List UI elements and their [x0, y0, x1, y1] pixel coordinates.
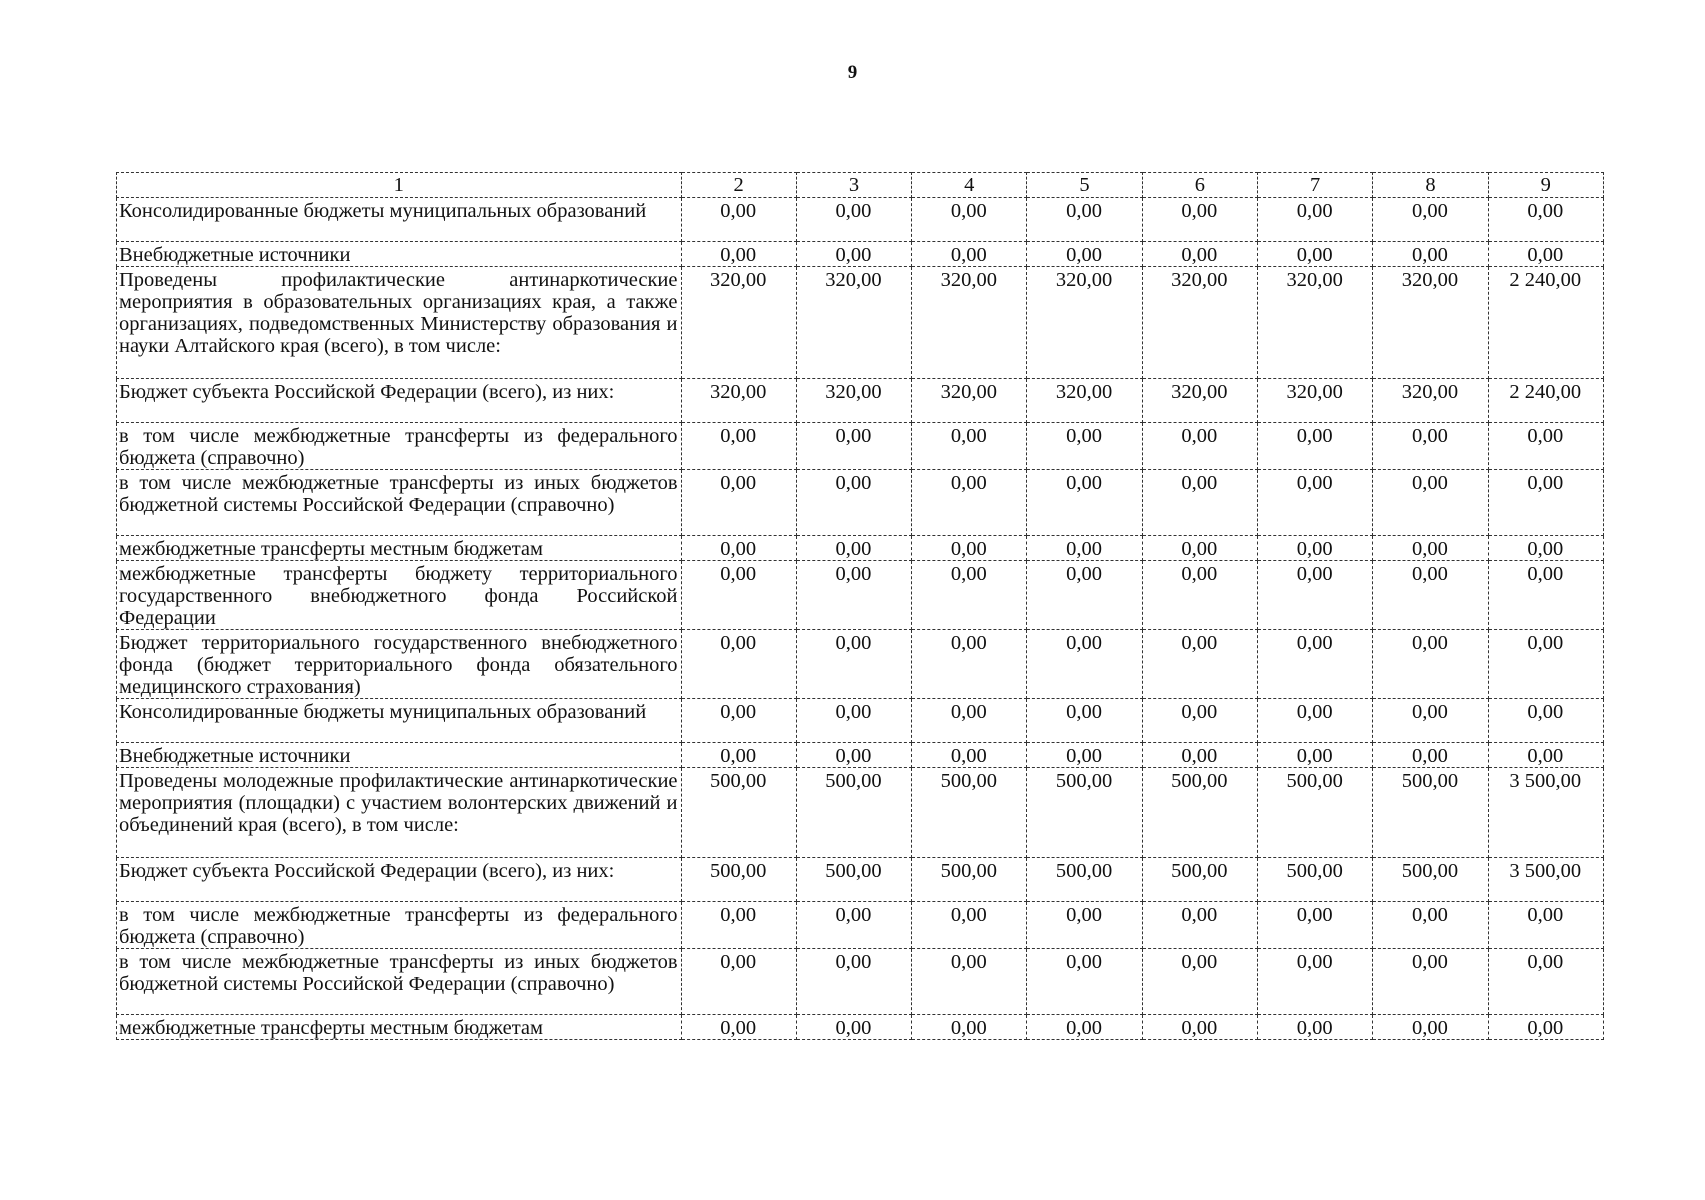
value-cell: 0,00 [1142, 242, 1257, 267]
table-row [117, 949, 1604, 1015]
value-cell: 0,00 [1373, 423, 1488, 470]
value-cell: 0,00 [1488, 198, 1603, 242]
value-cell: 0,00 [1027, 902, 1142, 949]
value-cell: 0,00 [912, 1015, 1027, 1040]
column-header: 4 [912, 173, 1027, 198]
value-cell: 320,00 [1142, 379, 1257, 423]
value-cell: 320,00 [1373, 379, 1488, 423]
value-cell: 0,00 [681, 630, 796, 699]
value-cell: 0,00 [681, 902, 796, 949]
row-label: межбюджетные трансферты местным бюджетам [117, 1015, 682, 1040]
row-label: в том числе межбюджетные трансферты из федерального бюджета (справочно) [117, 423, 682, 470]
value-cell: 500,00 [1027, 858, 1142, 902]
value-cell: 0,00 [1488, 630, 1603, 699]
value-cell: 0,00 [1488, 902, 1603, 949]
value-cell: 320,00 [1258, 379, 1373, 423]
value-cell: 0,00 [681, 699, 796, 743]
value-cell: 500,00 [1142, 858, 1257, 902]
row-label: Проведены профилактические антинаркотические мероприятия в образовательных организациях края, а также организациях, подведомственных Министерству образования и науки Алтайского края (всего), в том числе: [117, 267, 682, 379]
table-row [117, 379, 1604, 423]
value-cell: 0,00 [1258, 743, 1373, 768]
value-cell: 0,00 [681, 1015, 796, 1040]
value-cell: 0,00 [681, 536, 796, 561]
row-label: Внебюджетные источники [117, 242, 682, 267]
value-cell: 0,00 [1027, 949, 1142, 1015]
value-cell: 0,00 [912, 630, 1027, 699]
value-cell: 2 240,00 [1488, 267, 1603, 379]
value-cell: 0,00 [796, 699, 911, 743]
table-row [117, 242, 1604, 267]
value-cell: 0,00 [912, 536, 1027, 561]
value-cell: 0,00 [1142, 699, 1257, 743]
value-cell: 0,00 [1258, 699, 1373, 743]
value-cell: 0,00 [1258, 423, 1373, 470]
value-cell: 0,00 [1027, 198, 1142, 242]
value-cell: 320,00 [1373, 267, 1488, 379]
table-row [117, 768, 1604, 858]
value-cell: 0,00 [1027, 242, 1142, 267]
column-header: 1 [117, 173, 682, 198]
column-header: 5 [1027, 173, 1142, 198]
value-cell: 0,00 [1027, 699, 1142, 743]
value-cell: 0,00 [1142, 743, 1257, 768]
column-header: 6 [1142, 173, 1257, 198]
value-cell: 0,00 [681, 743, 796, 768]
value-cell: 500,00 [1373, 768, 1488, 858]
table-row [117, 902, 1604, 949]
value-cell: 0,00 [912, 423, 1027, 470]
value-cell: 500,00 [1027, 768, 1142, 858]
value-cell: 0,00 [1488, 949, 1603, 1015]
value-cell: 0,00 [681, 949, 796, 1015]
value-cell: 0,00 [1142, 949, 1257, 1015]
value-cell: 500,00 [1142, 768, 1257, 858]
value-cell: 0,00 [796, 949, 911, 1015]
table-row [117, 630, 1604, 699]
value-cell: 0,00 [1142, 561, 1257, 630]
value-cell: 0,00 [1488, 1015, 1603, 1040]
value-cell: 500,00 [912, 768, 1027, 858]
value-cell: 0,00 [681, 561, 796, 630]
value-cell: 0,00 [1258, 630, 1373, 699]
value-cell: 0,00 [796, 470, 911, 536]
value-cell: 0,00 [1373, 1015, 1488, 1040]
value-cell: 0,00 [1258, 242, 1373, 267]
value-cell: 500,00 [796, 768, 911, 858]
value-cell: 0,00 [1142, 198, 1257, 242]
value-cell: 0,00 [1027, 743, 1142, 768]
value-cell: 3 500,00 [1488, 858, 1603, 902]
value-cell: 0,00 [1373, 949, 1488, 1015]
table-row [117, 743, 1604, 768]
value-cell: 320,00 [912, 379, 1027, 423]
row-label: Бюджет территориального государственного внебюджетного фонда (бюджет территориального фонда обязательного медицинского страхования) [117, 630, 682, 699]
row-label: Внебюджетные источники [117, 743, 682, 768]
value-cell: 0,00 [1027, 561, 1142, 630]
value-cell: 0,00 [1488, 423, 1603, 470]
value-cell: 0,00 [796, 242, 911, 267]
value-cell: 0,00 [1488, 743, 1603, 768]
value-cell: 0,00 [912, 242, 1027, 267]
value-cell: 0,00 [912, 561, 1027, 630]
budget-table [116, 172, 1604, 1040]
value-cell: 0,00 [796, 423, 911, 470]
row-label: Бюджет субъекта Российской Федерации (всего), из них: [117, 858, 682, 902]
value-cell: 0,00 [1488, 561, 1603, 630]
table-row [117, 699, 1604, 743]
value-cell: 0,00 [912, 949, 1027, 1015]
value-cell: 0,00 [1142, 536, 1257, 561]
value-cell: 0,00 [796, 743, 911, 768]
table-row [117, 423, 1604, 470]
value-cell: 0,00 [796, 1015, 911, 1040]
table-row [117, 858, 1604, 902]
column-header: 9 [1488, 173, 1603, 198]
value-cell: 0,00 [1142, 1015, 1257, 1040]
value-cell: 0,00 [1027, 630, 1142, 699]
header-row [117, 173, 1604, 198]
value-cell: 0,00 [1027, 1015, 1142, 1040]
value-cell: 0,00 [1488, 470, 1603, 536]
value-cell: 0,00 [796, 630, 911, 699]
column-header: 2 [681, 173, 796, 198]
value-cell: 0,00 [681, 242, 796, 267]
row-label: в том числе межбюджетные трансферты из федерального бюджета (справочно) [117, 902, 682, 949]
value-cell: 320,00 [1142, 267, 1257, 379]
row-label: Консолидированные бюджеты муниципальных образований [117, 699, 682, 743]
value-cell: 500,00 [1258, 858, 1373, 902]
value-cell: 0,00 [1373, 902, 1488, 949]
value-cell: 500,00 [912, 858, 1027, 902]
value-cell: 0,00 [1142, 902, 1257, 949]
value-cell: 0,00 [912, 198, 1027, 242]
value-cell: 0,00 [1373, 699, 1488, 743]
value-cell: 0,00 [1258, 561, 1373, 630]
value-cell: 0,00 [1142, 630, 1257, 699]
value-cell: 0,00 [1258, 536, 1373, 561]
row-label: в том числе межбюджетные трансферты из иных бюджетов бюджетной системы Российской Федерации (справочно) [117, 949, 682, 1015]
value-cell: 320,00 [912, 267, 1027, 379]
value-cell: 500,00 [681, 768, 796, 858]
value-cell: 320,00 [1027, 379, 1142, 423]
value-cell: 0,00 [796, 902, 911, 949]
value-cell: 0,00 [1258, 902, 1373, 949]
value-cell: 0,00 [1373, 561, 1488, 630]
value-cell: 0,00 [1027, 536, 1142, 561]
value-cell: 0,00 [1142, 423, 1257, 470]
row-label: межбюджетные трансферты бюджету территориального государственного внебюджетного фонда Российской Федерации [117, 561, 682, 630]
value-cell: 0,00 [1373, 743, 1488, 768]
value-cell: 0,00 [681, 198, 796, 242]
table-row [117, 470, 1604, 536]
value-cell: 0,00 [912, 699, 1027, 743]
value-cell: 0,00 [796, 536, 911, 561]
value-cell: 0,00 [796, 198, 911, 242]
value-cell: 0,00 [1373, 630, 1488, 699]
value-cell: 0,00 [912, 743, 1027, 768]
value-cell: 0,00 [1373, 242, 1488, 267]
row-label: Консолидированные бюджеты муниципальных образований [117, 198, 682, 242]
value-cell: 320,00 [796, 379, 911, 423]
page-number: 9 [847, 62, 858, 83]
value-cell: 0,00 [1373, 470, 1488, 536]
row-label: Бюджет субъекта Российской Федерации (всего), из них: [117, 379, 682, 423]
value-cell: 0,00 [1258, 1015, 1373, 1040]
value-cell: 0,00 [796, 561, 911, 630]
value-cell: 0,00 [1488, 699, 1603, 743]
value-cell: 0,00 [1258, 949, 1373, 1015]
value-cell: 500,00 [681, 858, 796, 902]
table-row [117, 1015, 1604, 1040]
column-header: 7 [1258, 173, 1373, 198]
value-cell: 320,00 [796, 267, 911, 379]
value-cell: 320,00 [1258, 267, 1373, 379]
value-cell: 0,00 [681, 470, 796, 536]
row-label: в том числе межбюджетные трансферты из иных бюджетов бюджетной системы Российской Федерации (справочно) [117, 470, 682, 536]
value-cell: 500,00 [1258, 768, 1373, 858]
value-cell: 500,00 [1373, 858, 1488, 902]
value-cell: 0,00 [1373, 198, 1488, 242]
table-row [117, 536, 1604, 561]
value-cell: 320,00 [681, 379, 796, 423]
value-cell: 0,00 [1373, 536, 1488, 561]
value-cell: 2 240,00 [1488, 379, 1603, 423]
value-cell: 0,00 [1488, 536, 1603, 561]
column-header: 8 [1373, 173, 1488, 198]
value-cell: 320,00 [1027, 267, 1142, 379]
value-cell: 0,00 [1142, 470, 1257, 536]
row-label: Проведены молодежные профилактические антинаркотические мероприятия (площадки) с участием волонтерских движений и объединений края (всего), в том числе: [117, 768, 682, 858]
value-cell: 0,00 [1488, 242, 1603, 267]
value-cell: 3 500,00 [1488, 768, 1603, 858]
table-row [117, 561, 1604, 630]
value-cell: 320,00 [681, 267, 796, 379]
value-cell: 0,00 [681, 423, 796, 470]
value-cell: 0,00 [1027, 470, 1142, 536]
column-header: 3 [796, 173, 911, 198]
table-body [117, 198, 1604, 1040]
value-cell: 0,00 [912, 902, 1027, 949]
row-label: межбюджетные трансферты местным бюджетам [117, 536, 682, 561]
table-row [117, 267, 1604, 379]
value-cell: 0,00 [1258, 198, 1373, 242]
value-cell: 0,00 [1258, 470, 1373, 536]
value-cell: 0,00 [912, 470, 1027, 536]
value-cell: 500,00 [796, 858, 911, 902]
table-row [117, 198, 1604, 242]
value-cell: 0,00 [1027, 423, 1142, 470]
